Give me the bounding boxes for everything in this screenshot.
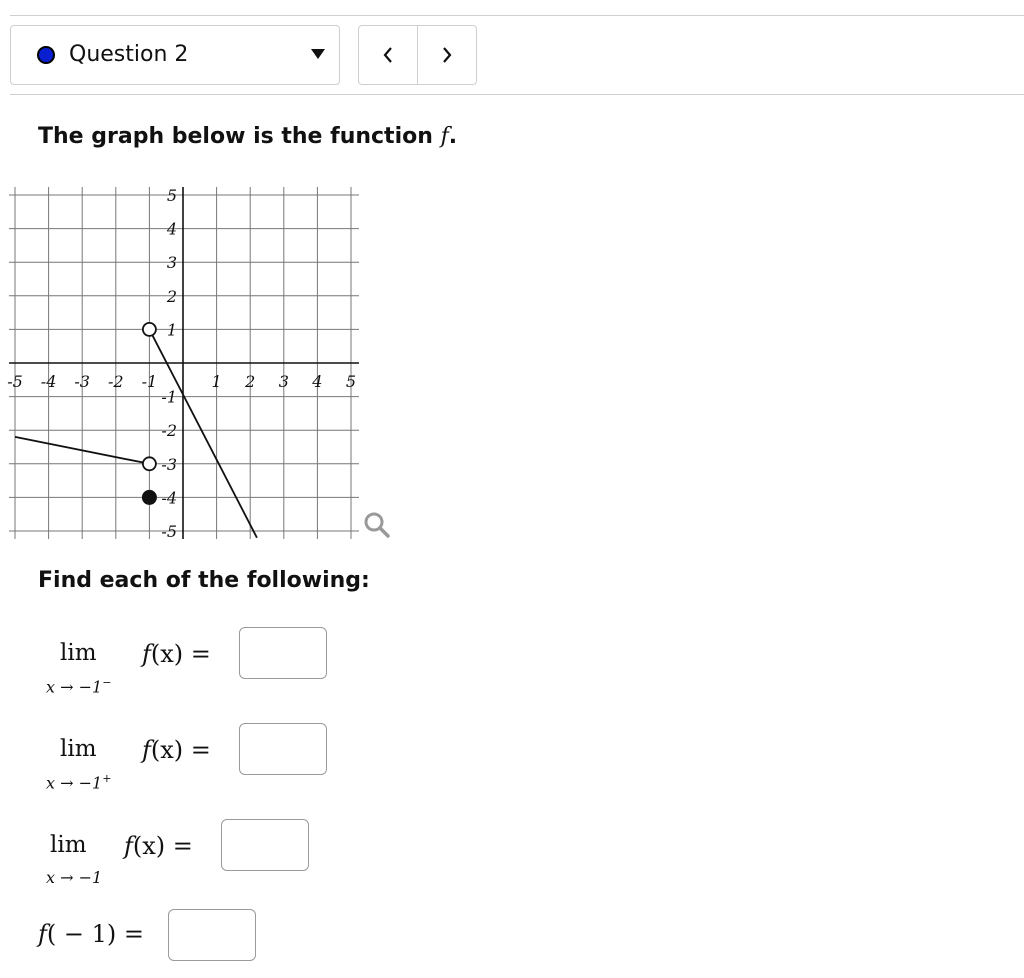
question-select[interactable] (10, 25, 340, 85)
open-point (143, 457, 156, 470)
y-tick-label: 5 (166, 186, 177, 205)
previous-question-button[interactable] (358, 25, 418, 85)
x-tick-label: -3 (74, 372, 90, 391)
magnifier-icon[interactable] (366, 514, 388, 536)
chevron-right-icon (440, 45, 454, 65)
filled-point (142, 490, 157, 505)
y-tick-label: -1 (161, 387, 177, 407)
y-tick-label: -5 (161, 522, 177, 541)
x-tick-label: 4 (312, 372, 323, 391)
y-tick-label: 3 (166, 253, 177, 273)
answer-input-right-limit[interactable] (239, 723, 327, 775)
question-status-dot (37, 46, 55, 64)
answer-input-two-sided-limit[interactable] (221, 819, 309, 871)
limit-expression: f(x) = (142, 736, 211, 764)
caret-down-icon (311, 49, 325, 59)
x-tick-label: 2 (245, 372, 256, 391)
limit-expression: f(x) = (124, 832, 193, 860)
question-prompt (38, 124, 457, 149)
x-tick-label: -1 (141, 372, 158, 391)
y-tick-label: -4 (161, 488, 177, 508)
next-question-button[interactable] (417, 25, 477, 85)
answer-input-left-limit[interactable] (239, 627, 327, 679)
header-divider (10, 94, 1024, 95)
prompt-text: The graph below is the function (38, 124, 441, 149)
limit-subscript: x → −1+ (46, 772, 112, 793)
function-graph (7, 176, 396, 542)
limit-word: lim (50, 832, 87, 858)
answer-input-function-value[interactable] (168, 909, 256, 961)
chevron-left-icon (381, 45, 395, 65)
limit-direction: − (102, 676, 112, 689)
limit-word: lim (60, 736, 97, 762)
open-point (143, 323, 156, 336)
x-tick-label: 1 (211, 372, 222, 391)
x-tick-label: 5 (345, 372, 357, 391)
x-tick-label: -2 (108, 372, 124, 391)
question-select-label: Question 2 (69, 42, 189, 67)
limit-direction: + (102, 772, 112, 785)
y-tick-label: -2 (161, 421, 177, 441)
prompt-function-name: f (440, 124, 449, 149)
limit-subscript: x → −1− (46, 676, 112, 697)
y-tick-label: 1 (166, 320, 177, 340)
x-tick-label: -5 (7, 372, 23, 391)
limit-subscript: x → −1 (46, 868, 103, 887)
y-tick-label: 4 (166, 219, 177, 239)
top-divider (10, 15, 1024, 16)
x-tick-label: 3 (278, 372, 289, 391)
function-value-expression: f( − 1) = (38, 920, 144, 948)
x-tick-label: -4 (40, 372, 57, 391)
y-tick-label: 2 (166, 286, 177, 306)
y-tick-label: -3 (161, 454, 177, 474)
find-heading: Find each of the following: (38, 568, 370, 593)
limit-word: lim (60, 640, 97, 666)
prompt-end: . (448, 124, 458, 149)
limit-expression: f(x) = (142, 640, 211, 668)
